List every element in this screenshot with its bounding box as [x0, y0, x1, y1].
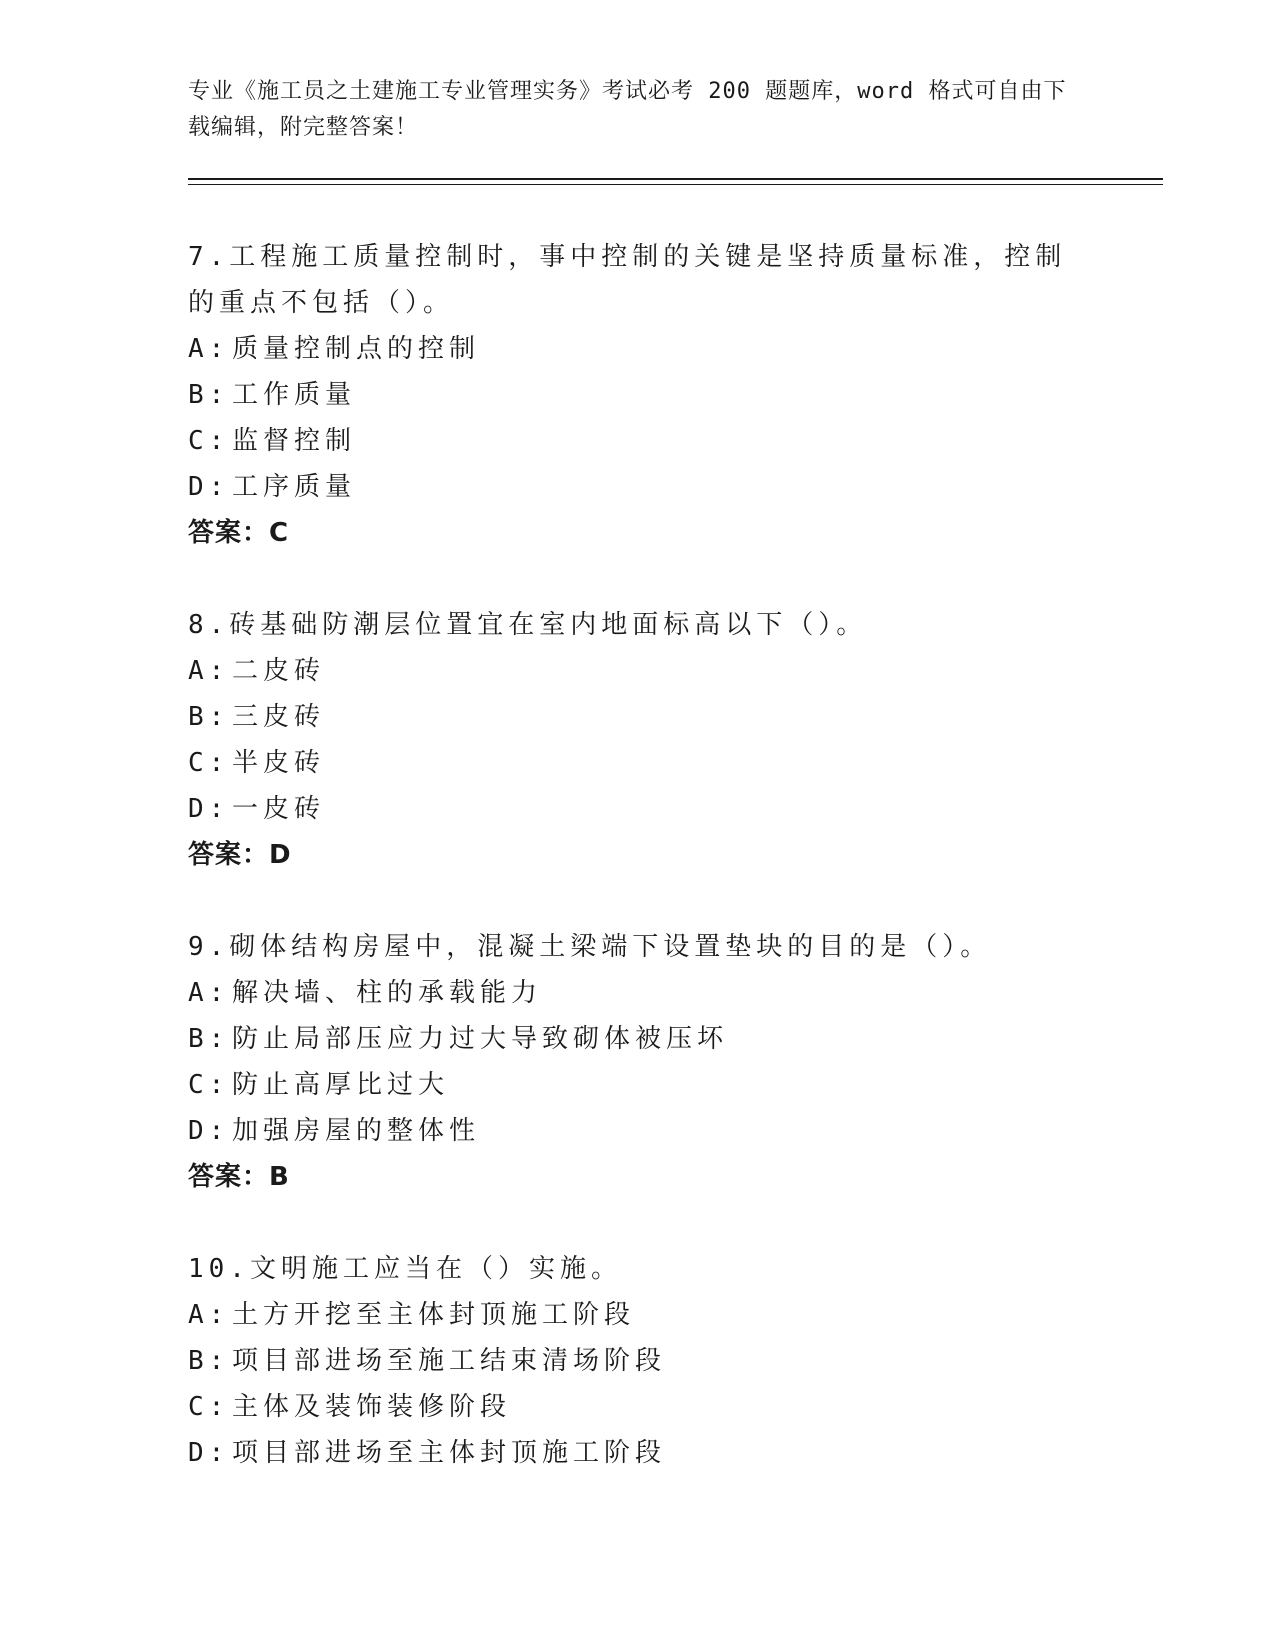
option-b [188, 1338, 1088, 1384]
question-stem: 7.工程施工质量控制时，事中控制的关键是坚持质量标准，控制的重点不包括（）。 [188, 242, 1067, 318]
option-b [188, 694, 1088, 740]
option-d [188, 464, 1088, 510]
option-letter: D: [188, 794, 230, 824]
option-c [188, 1062, 1088, 1108]
option-text: 质量控制点的控制 [232, 334, 481, 364]
option-text: 二皮砖 [232, 656, 326, 686]
option-text: 防止局部压应力过大导致砌体被压坏 [232, 1024, 729, 1054]
option-text: 防止高厚比过大 [232, 1070, 450, 1100]
question-8 [188, 602, 1088, 878]
option-text: 一皮砖 [232, 794, 326, 824]
option-b [188, 1016, 1088, 1062]
option-letter: C: [188, 426, 230, 456]
option-letter: C: [188, 1070, 230, 1100]
option-text: 三皮砖 [232, 702, 326, 732]
option-letter: D: [188, 472, 230, 502]
question-stem: 8.砖基础防潮层位置宜在室内地面标高以下（）。 [188, 610, 868, 640]
answer-line: 答案：C [188, 518, 290, 548]
option-letter: A: [188, 1300, 230, 1330]
option-letter: B: [188, 380, 230, 410]
option-b [188, 372, 1088, 418]
header-divider-thick [188, 178, 1163, 180]
option-text: 工作质量 [232, 380, 357, 410]
option-text: 半皮砖 [232, 748, 326, 778]
question-stem: 10.文明施工应当在（）实施。 [188, 1254, 622, 1284]
option-letter: A: [188, 656, 230, 686]
document-header: 专业《施工员之土建施工专业管理实务》考试必考 200 题题库，word 格式可自由下载编辑，附完整答案！ [188, 79, 1067, 140]
option-d [188, 786, 1088, 832]
option-letter: C: [188, 748, 230, 778]
option-letter: D: [188, 1116, 230, 1146]
option-a [188, 648, 1088, 694]
option-a [188, 1292, 1088, 1338]
option-c [188, 418, 1088, 464]
option-d [188, 1108, 1088, 1154]
option-c [188, 1384, 1088, 1430]
answer-line: 答案：B [188, 1162, 290, 1192]
option-text: 加强房屋的整体性 [232, 1116, 481, 1146]
option-c [188, 740, 1088, 786]
question-9 [188, 924, 1088, 1200]
option-letter: A: [188, 334, 230, 364]
option-text: 项目部进场至施工结束清场阶段 [232, 1346, 667, 1376]
header-divider-thin [188, 184, 1163, 185]
option-text: 监督控制 [232, 426, 357, 456]
option-letter: D: [188, 1438, 230, 1468]
option-a [188, 326, 1088, 372]
option-text: 工序质量 [232, 472, 357, 502]
option-d [188, 1430, 1088, 1476]
option-letter: B: [188, 1024, 230, 1054]
option-letter: C: [188, 1392, 230, 1422]
option-text: 项目部进场至主体封顶施工阶段 [232, 1438, 667, 1468]
option-letter: A: [188, 978, 230, 1008]
option-letter: B: [188, 702, 230, 732]
option-text: 解决墙、柱的承载能力 [232, 978, 543, 1008]
question-list [188, 234, 1088, 1522]
question-stem: 9.砌体结构房屋中，混凝土梁端下设置垫块的目的是（）。 [188, 932, 992, 962]
question-7 [188, 234, 1088, 556]
option-a [188, 970, 1088, 1016]
option-text: 土方开挖至主体封顶施工阶段 [232, 1300, 636, 1330]
question-10 [188, 1246, 1088, 1476]
option-text: 主体及装饰装修阶段 [232, 1392, 512, 1422]
option-letter: B: [188, 1346, 230, 1376]
answer-line: 答案：D [188, 840, 292, 870]
